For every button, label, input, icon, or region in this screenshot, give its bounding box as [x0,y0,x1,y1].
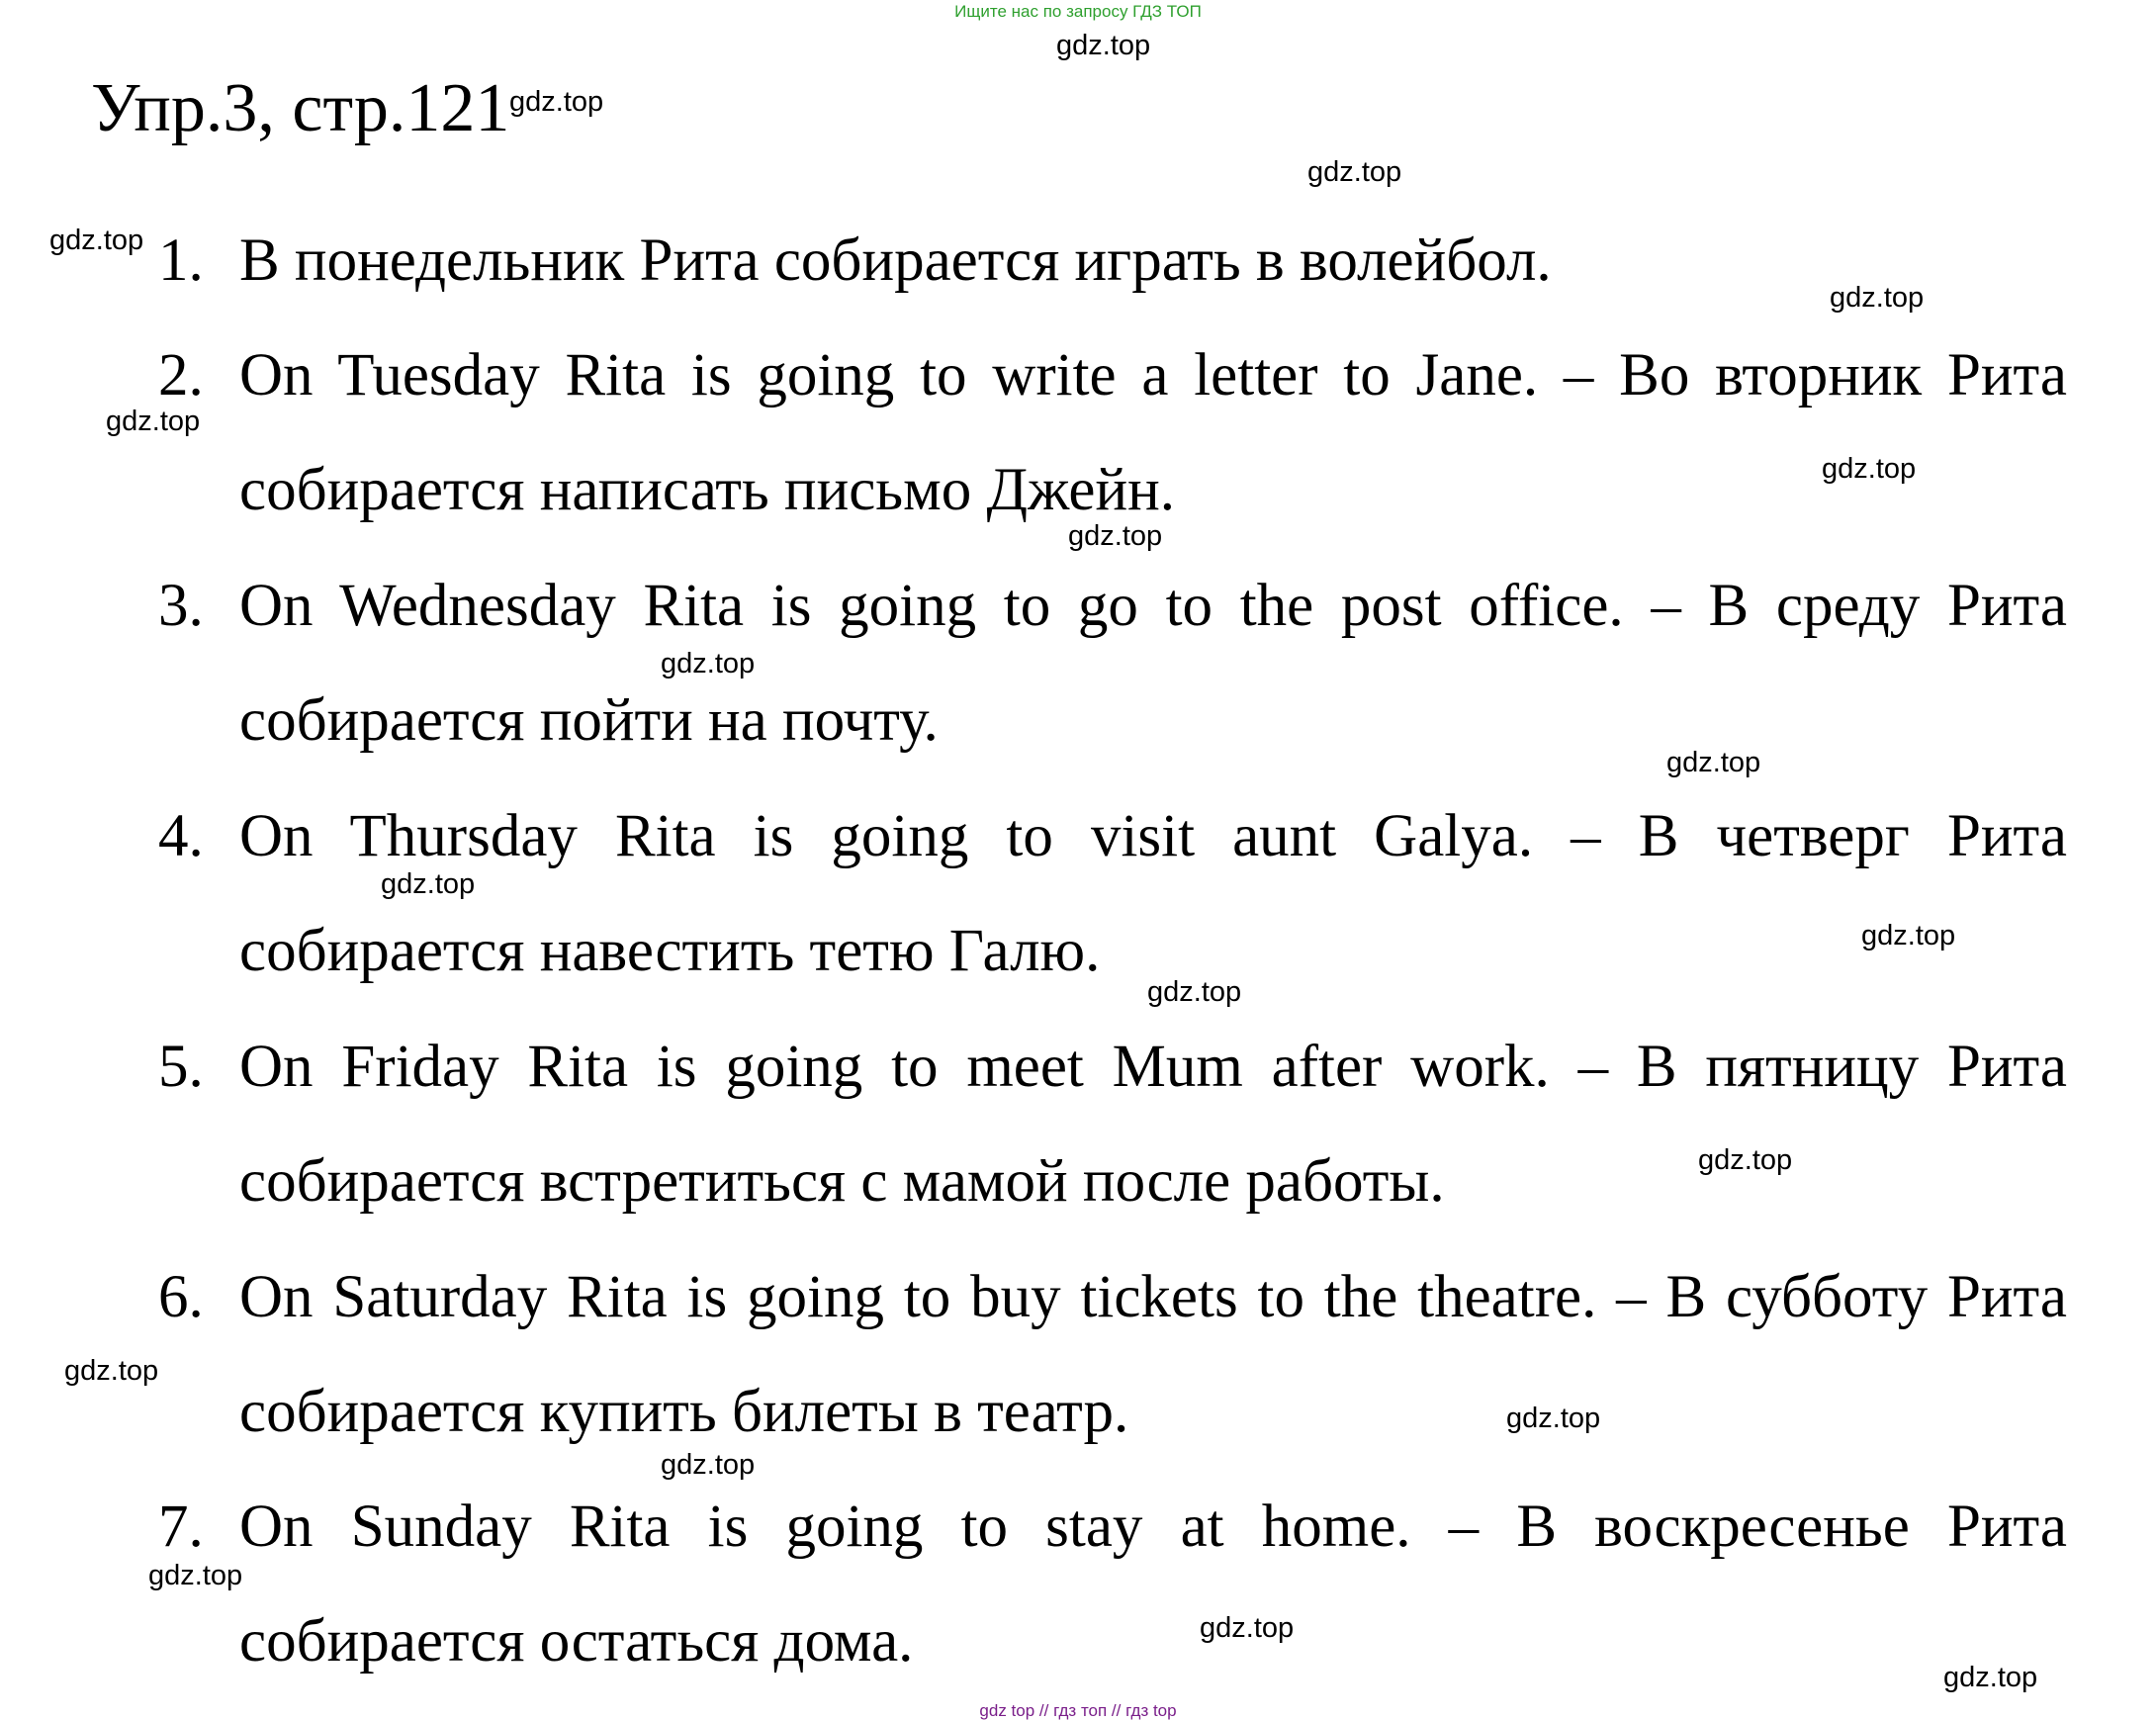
watermark: gdz.top [1822,453,1917,485]
item-number: 5. [158,1034,204,1100]
watermark: gdz.top [1068,520,1163,552]
watermark: gdz.top [106,406,201,437]
watermark: gdz.top [381,868,476,900]
watermark: gdz.top [1200,1612,1295,1644]
item-number: 7. [158,1494,204,1560]
list-item [158,1470,2067,1699]
page-title: Упр.3, стр.121 [91,70,510,146]
item-text: On Wednesday Rita is going to go to the post office. – В среду Рита собирается пойти на почту. [239,573,2067,754]
list-item [158,204,2067,318]
watermark: gdz.top [1830,282,1925,314]
item-number: 1. [158,227,204,294]
list-item [158,1010,2067,1239]
item-text: В понедельник Рита собирается играть в волейбол. [239,227,1552,294]
watermark: gdz.top [509,86,604,118]
item-text: On Tuesday Rita is going to write a letter to Jane. – Во вторник Рита собирается написать письмо Джейн. [239,342,2067,523]
list-item [158,1240,2067,1470]
item-text: On Thursday Rita is going to visit aunt Galya. – В четверг Рита собирается навестить тетю Галю. [239,803,2067,984]
item-number: 6. [158,1264,204,1330]
watermark: gdz.top [148,1560,243,1591]
item-number: 2. [158,342,204,408]
watermark: gdz.top [64,1355,159,1387]
watermark: gdz.top [1666,747,1761,778]
watermark: gdz.top [661,648,756,679]
top-banner: Ищите нас по запросу ГДЗ ТОП [954,2,1202,21]
list-item [158,318,2067,548]
item-text: On Saturday Rita is going to buy tickets to the theatre. – В субботу Рита собирается купить билеты в театр. [239,1264,2067,1445]
watermark: gdz.top [1698,1144,1793,1176]
footer-watermark: gdz top // гдз топ // гдз top [979,1701,1177,1720]
watermark: gdz.top [1861,920,1956,951]
watermark: gdz.top [1307,156,1402,188]
watermark: gdz.top [1056,30,1151,61]
watermark: gdz.top [1943,1662,2038,1693]
watermark: gdz.top [661,1449,756,1481]
watermark: gdz.top [1506,1403,1601,1434]
item-text: On Friday Rita is going to meet Mum after work. – В пятницу Рита собирается встретиться с мамой после работы. [239,1034,2067,1215]
list-item [158,549,2067,778]
watermark: gdz.top [1147,976,1242,1008]
watermark: gdz.top [49,225,144,256]
item-number: 4. [158,803,204,869]
item-text: On Sunday Rita is going to stay at home. – В воскресенье Рита собирается остаться дома. [239,1494,2067,1675]
item-number: 3. [158,573,204,639]
